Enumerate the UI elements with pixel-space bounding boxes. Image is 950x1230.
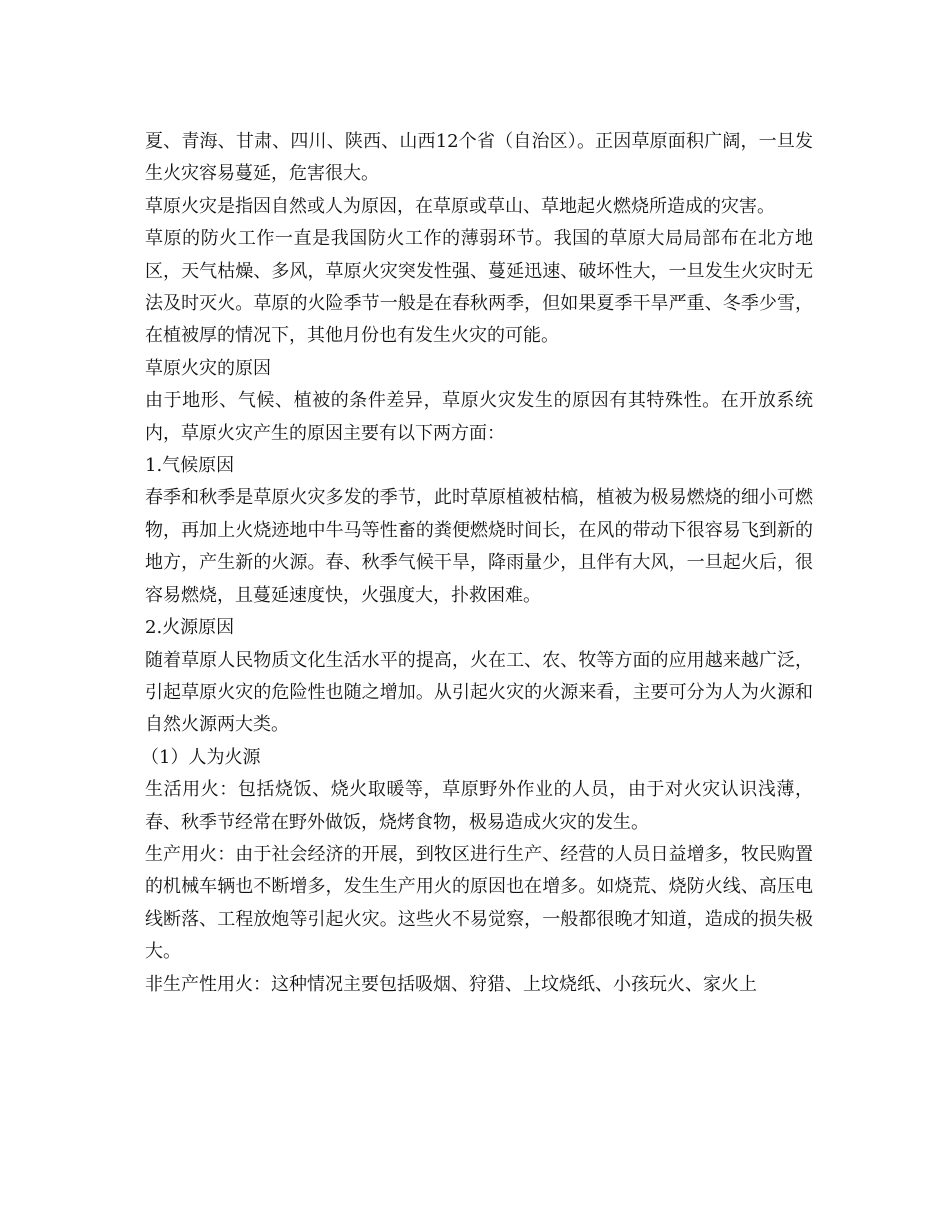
paragraph-provinces: 夏、青海、甘肃、四川、陕西、山西12个省（自治区）。正因草原面积广阔，一旦发生火灾容易蔓延，危害很大。 (145, 131, 813, 185)
section-heading-climate: 1.气候原因 (145, 455, 235, 477)
paragraph-fire-source: 随着草原人民物质文化生活水平的提高，火在工、农、牧等方面的应用越来越广泛，引起草原火灾的危险性也随之增加。从引起火灾的火源来看，主要可分为人为火源和自然火源两大类。 (145, 649, 813, 736)
paragraph-fire-prevention: 草原的防火工作一直是我国防火工作的薄弱环节。我国的草原大局局部布在北方地区，天气枯燥、多风，草原火灾突发性强、蔓延迅速、破坏性大，一旦发生火灾时无法及时灭火。草原的火险季节一般是在春秋两季，但如果夏季干旱严重、冬季少雪，在植被厚的情况下，其他月份也有发生火灾的可能。 (145, 228, 813, 347)
section-heading-fire-source: 2.火源原因 (145, 617, 235, 639)
paragraph-climate: 春季和秋季是草原火灾多发的季节，此时草原植被枯槁，植被为极易燃烧的细小可燃物，再加上火烧迹地中牛马等性畜的粪便燃烧时间长，在风的带动下很容易飞到新的地方，产生新的火源。春、秋季气候干旱，降雨量少，且伴有大风，一旦起火后，很容易燃烧，且蔓延速度快，火强度大，扑救困难。 (145, 487, 813, 606)
paragraph-production-fire: 生产用火：由于社会经济的开展，到牧区进行生产、经营的人员日益增多，牧民购置的机械车辆也不断增多，发生生产用火的原因也在增多。如烧荒、烧防火线、高压电线断落、工程放炮等引起火灾。这些火不易觉察，一般都很晚才知道，造成的损失极大。 (145, 843, 813, 963)
paragraph-causes-intro: 由于地形、气候、植被的条件差异，草原火灾发生的原因有其特殊性。在开放系统内，草原火灾产生的原因主要有以下两方面： (145, 390, 813, 444)
paragraph-living-fire: 生活用火：包括烧饭、烧火取暖等，草原野外作业的人员，由于对火灾认识浅薄，春、秋季节经常在野外做饭，烧烤食物，极易造成火灾的发生。 (145, 779, 813, 833)
paragraph-definition: 草原火灾是指因自然或人为原因，在草原或草山、草地起火燃烧所造成的灾害。 (145, 195, 775, 217)
subsection-heading-human-source: （1）人为火源 (141, 746, 261, 768)
document-body (141, 126, 813, 1001)
paragraph-non-production-fire: 非生产性用火：这种情况主要包括吸烟、狩猎、上坟烧纸、小孩玩火、家火上 (145, 973, 757, 995)
section-heading-causes: 草原火灾的原因 (145, 357, 271, 379)
